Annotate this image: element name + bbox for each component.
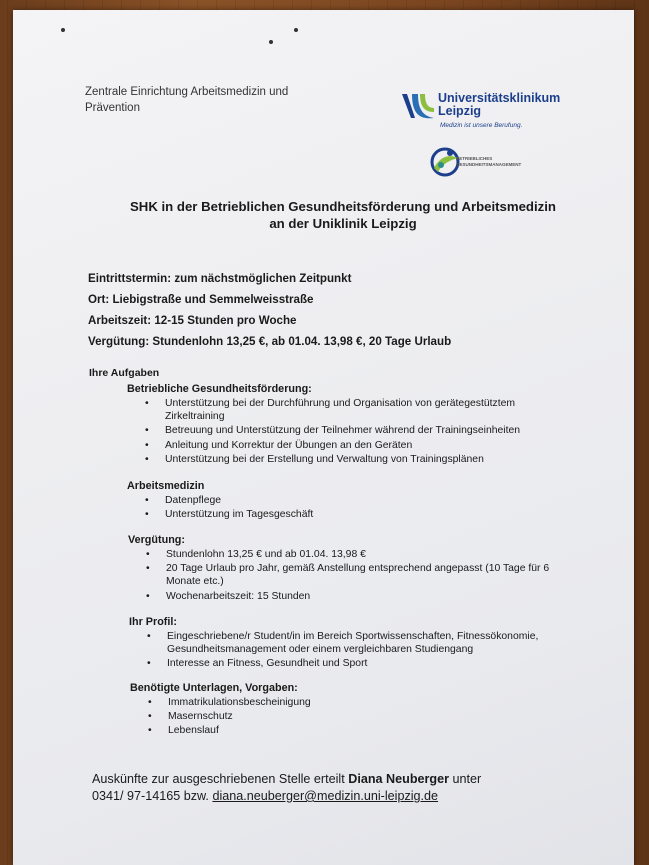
- contact-phone: 0341/ 97-14165 bzw.: [92, 789, 209, 803]
- department-name: Zentrale Einrichtung Arbeitsmedizin und Prävention: [85, 86, 289, 114]
- ukl-emblem-icon: [398, 88, 438, 128]
- list-item: • Unterstützung im Tagesgeschäft: [165, 508, 597, 521]
- posting-title: [73, 198, 613, 232]
- list-item: • Lebenslauf: [168, 724, 570, 737]
- list-item: • 20 Tage Urlaub pro Jahr, gemäß Anstellung entsprechend angepasst (10 Tage für 6 Monate etc.): [166, 562, 558, 588]
- pin-hole: [294, 28, 298, 32]
- section-heading: Vergütung:: [128, 534, 185, 546]
- section-required-documents: [130, 681, 570, 739]
- contact-info: [92, 771, 562, 805]
- ukl-logo-tagline: Medizin ist unsere Berufung.: [440, 122, 523, 129]
- pin-hole: [269, 40, 273, 44]
- title-line-1: SHK in der Betrieblichen Gesundheitsförderung und Arbeitsmedizin: [130, 199, 556, 214]
- pin-hole: [61, 28, 65, 32]
- tasks-heading: Ihre Aufgaben: [89, 367, 160, 379]
- section-compensation: [128, 533, 558, 604]
- job-posting-sheet: [13, 10, 634, 865]
- contact-prefix: Auskünfte zur ausgeschriebenen Stelle erteilt: [92, 772, 345, 786]
- list-item: • Eingeschriebene/r Student/in im Bereich Sportwissenschaften, Fitnessökonomie, Gesundheitsmanagement oder einem vergleichbaren Studiengang: [167, 630, 569, 656]
- list-item: • Stundenlohn 13,25 € und ab 01.04. 13,98 €: [166, 548, 558, 561]
- title-line-2: an der Uniklinik Leipzig: [269, 216, 417, 231]
- ukl-logo-name: Universitätsklinikum Leipzig: [438, 91, 561, 118]
- list-item: • Anleitung und Korrektur der Übungen an den Geräten: [165, 439, 597, 452]
- list-item: • Betreuung und Unterstützung der Teilnehmer während der Trainingseinheiten: [165, 424, 597, 437]
- fact-location: Ort: Liebigstraße und Semmelweisstraße: [88, 293, 314, 306]
- section-health-promotion: [127, 382, 597, 467]
- list-item: • Wochenarbeitszeit: 15 Stunden: [166, 590, 558, 603]
- bgm-logo: [428, 142, 568, 182]
- contact-email-link[interactable]: diana.neuberger@medizin.uni-leipzig.de: [212, 789, 439, 803]
- bgm-logo-text: BETRIEBLICHES GESUNDHEITSMANAGEMENT: [456, 156, 522, 167]
- list-item: • Datenpflege: [165, 494, 597, 507]
- contact-person: Diana Neuberger: [348, 772, 450, 786]
- section-occupational-medicine: [127, 479, 597, 522]
- list-item: • Interesse an Fitness, Gesundheit und Sport: [167, 657, 569, 670]
- section-heading: Benötigte Unterlagen, Vorgaben:: [130, 682, 298, 694]
- list-item: • Unterstützung bei der Erstellung und Verwaltung von Trainingsplänen: [165, 453, 597, 466]
- fact-salary: Vergütung: Stundenlohn 13,25 €, ab 01.04. 13,98 €, 20 Tage Urlaub: [88, 335, 452, 348]
- university-hospital-logo: [398, 82, 588, 136]
- fact-start-date: Eintrittstermin: zum nächstmöglichen Zeitpunkt: [88, 272, 352, 285]
- section-heading: Betriebliche Gesundheitsförderung:: [127, 383, 312, 395]
- section-heading: Ihr Profil:: [129, 616, 177, 628]
- fact-working-hours: Arbeitszeit: 12-15 Stunden pro Woche: [88, 314, 297, 327]
- list-item: • Masernschutz: [168, 710, 570, 723]
- contact-middle: unter: [452, 772, 482, 786]
- list-item: • Immatrikulationsbescheinigung: [168, 696, 570, 709]
- key-facts: [88, 268, 451, 352]
- section-heading: Arbeitsmedizin: [127, 480, 205, 492]
- list-item: • Unterstützung bei der Durchführung und Organisation von gerätegestütztem Zirkeltraining: [165, 397, 597, 423]
- section-profile: [129, 615, 569, 672]
